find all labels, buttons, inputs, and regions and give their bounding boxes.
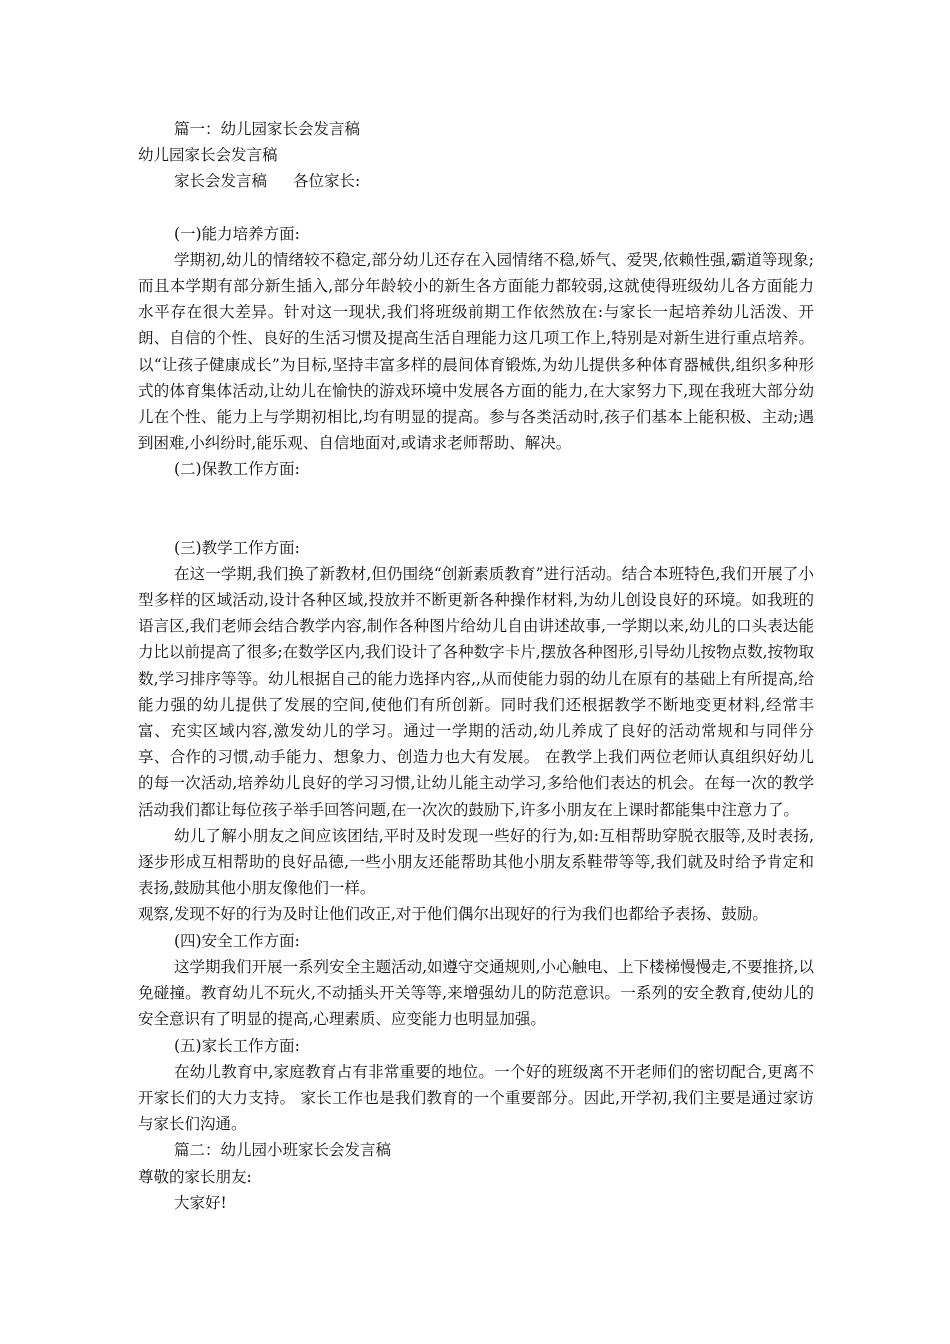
- paragraph-parents: 在幼儿教育中,家庭教育占有非常重要的地位。一个好的班级离不开老师们的密切配合,更离不开家长们的大力支持。 家长工作也是我们教育的一个重要部分。因此,开学初,我们主要是通过家访与家长们沟通。: [138, 1062, 814, 1134]
- section-heading-care: (二)保教工作方面:: [174, 460, 300, 479]
- section-heading-safety: (四)安全工作方面:: [174, 931, 300, 950]
- blank-line: [138, 195, 814, 221]
- section-heading-parents: (五)家长工作方面:: [174, 1036, 300, 1055]
- paragraph-behavior: 幼儿了解小朋友之间应该团结,平时及时发现一些好的行为,如:互相帮助穿脱衣服等,及时表扬,逐步形成互相帮助的良好品德,一些小朋友还能帮助其他小朋友系鞋带等等,我们就及时给予肯定和表扬,鼓励其他小朋友像他们一样。: [138, 826, 814, 898]
- paragraph-ability: 学期初,幼儿的情绪较不稳定,部分幼儿还存在入园情绪不稳,娇气、爱哭,依赖性强,霸道等现象;而且本学期有部分新生插入,部分年龄较小的新生各方面能力都较弱,这就使得班级幼儿各方面能力水平存在很大差异。针对这一现状,我们将班级前期工作依然放在:与家长一起培养幼儿活泼、开朗、自信的个性、良好的生活习惯及提高生活自理能力这几项工作上,特别是对新生进行重点培养。以“让孩子健康成长”为目标,坚持丰富多样的晨间体育锻炼,为幼儿提供多种体育器械供,组织多种形式的体育集体活动,让幼儿在愉快的游戏环境中发展各方面的能力,在大家努力下,现在我班大部分幼儿在个性、能力上与学期初相比,均有明显的提高。参与各类活动时,孩子们基本上能积极、主动;遇到困难,小纠纷时,能乐观、自信地面对,或请求老师帮助、解决。: [138, 250, 814, 453]
- article-one-title: 篇一：幼儿园家长会发言稿: [174, 120, 361, 138]
- greeting-line: [138, 168, 814, 194]
- article-two-hello: 大家好!: [174, 1193, 227, 1212]
- paragraph-observation: 观察,发现不好的行为及时让他们改正,对于他们偶尔出现好的行为我们也都给予表扬、鼓励。: [138, 905, 768, 924]
- paragraph-safety: 这学期我们开展一系列安全主题活动,如遵守交通规则,小心触电、上下楼梯慢慢走,不要推挤,以免碰撞。教育幼儿不玩火,不动插头开关等等,来增强幼儿的防范意识。一系列的安全教育,使幼儿的安全意识有了明显的提高,心理素质、应变能力也明显加强。: [138, 957, 814, 1029]
- blank-lines: [138, 483, 814, 535]
- article-one-subtitle: 幼儿园家长会发言稿: [138, 146, 278, 165]
- document-body: [138, 116, 814, 1216]
- greeting-salutation: 各位家长:: [293, 172, 361, 191]
- article-two-title: 篇二：幼儿园小班家长会发言稿: [174, 1141, 392, 1160]
- article-two-salutation: 尊敬的家长朋友:: [138, 1167, 252, 1186]
- section-heading-ability: (一)能力培养方面:: [174, 224, 300, 243]
- paragraph-teaching: 在这一学期,我们换了新教材,但仍围绕“创新素质教育”进行活动。结合本班特色,我们开展了小型多样的区域活动,设计各种区域,投放并不断更新各种操作材料,为幼儿创设良好的环境。如我班的语言区,我们老师会结合教学内容,制作各种图片给幼儿自由讲述故事,一学期以来,幼儿的口头表达能力比以前提高了很多;在数学区内,我们设计了各种数字卡片,摆放各种图形,引导幼儿按物点数,按物取数,学习排序等等。幼儿根据自己的能力选择内容,,从而使能力弱的幼儿在原有的基础上有所提高,给能力强的幼儿提供了发展的空间,使他们有所创新。同时我们还根据教学不断地变更材料,经常丰富、充实区域内容,激发幼儿的学习。通过一学期的活动,幼儿养成了良好的活动常规和与同伴分享、合作的习惯,动手能力、想象力、创造力也大有发展。 在教学上我们两位老师认真组织好幼儿的每一次活动,培养幼儿良好的学习习惯,让幼儿能主动学习,多给他们表达的机会。在每一次的教学活动我们都让每位孩子举手回答问题,在一次次的鼓励下,许多小朋友在上课时都能集中注意力了。: [138, 564, 814, 819]
- greeting-heading: 家长会发言稿: [174, 172, 268, 191]
- section-heading-teaching: (三)教学工作方面:: [174, 538, 300, 557]
